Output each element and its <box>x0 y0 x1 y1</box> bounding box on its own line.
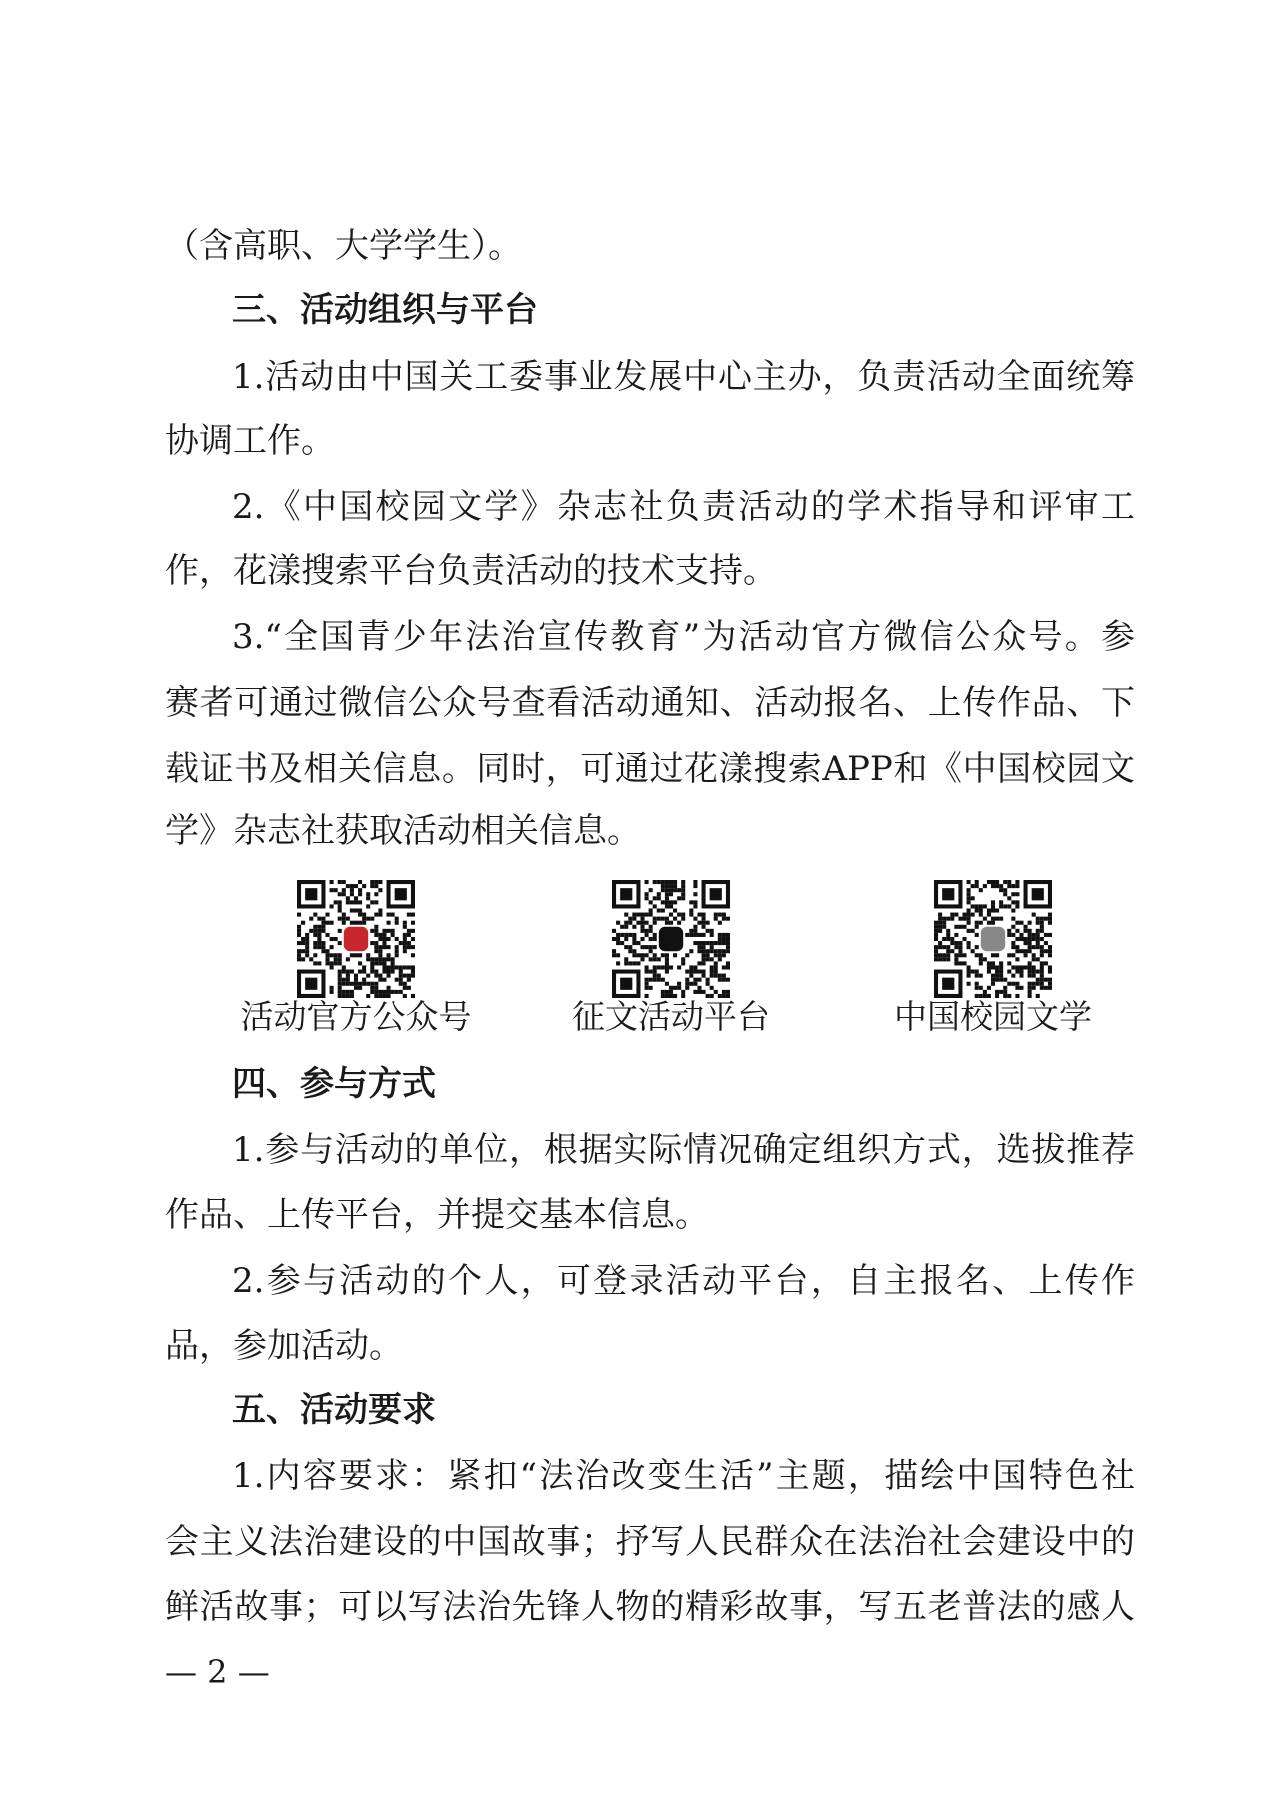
paragraph-line: 鲜活故事；可以写法治先锋人物的精彩故事，写五老普法的感人 <box>165 1587 1135 1627</box>
paragraph-line: 作品、上传平台，并提交基本信息。 <box>165 1195 709 1235</box>
section-heading: 三、活动组织与平台 <box>232 290 538 330</box>
paragraph-line: 2.《中国校园文学》杂志社负责活动的学术指导和评审工 <box>232 487 1135 527</box>
paragraph-line: 1.内容要求：紧扣“法治改变生活”主题，描绘中国特色社 <box>232 1456 1135 1496</box>
section-heading: 四、参与方式 <box>232 1064 436 1104</box>
paragraph-line: 载证书及相关信息。同时，可通过花漾搜索APP和《中国校园文 <box>165 749 1135 789</box>
qr-code-icon[interactable] <box>612 880 730 998</box>
qr-code-icon[interactable] <box>297 880 415 998</box>
paragraph-line: 2.参与活动的个人，可登录活动平台，自主报名、上传作 <box>232 1261 1135 1301</box>
qr-code-icon[interactable] <box>934 880 1052 998</box>
paragraph-line: 协调工作。 <box>165 421 335 461</box>
paragraph-line: 1.活动由中国关工委事业发展中心主办，负责活动全面统筹 <box>232 357 1135 397</box>
paragraph-line: 1.参与活动的单位，根据实际情况确定组织方式，选拔推荐 <box>232 1130 1135 1170</box>
qr-label: 活动官方公众号 <box>240 997 472 1036</box>
paragraph-line: 赛者可通过微信公众号查看活动通知、活动报名、上传作品、下 <box>165 683 1135 723</box>
paragraph-line: （含高职、大学学生）。 <box>165 226 522 266</box>
qr-label: 中国校园文学 <box>894 997 1092 1036</box>
paragraph-line: 学》杂志社获取活动相关信息。 <box>165 811 641 851</box>
paragraph-line: 品，参加活动。 <box>165 1326 403 1366</box>
paragraph-line: 3.“全国青少年法治宣传教育”为活动官方微信公众号。参 <box>232 617 1135 657</box>
page-number: — 2 — <box>165 1653 270 1691</box>
qr-label: 征文活动平台 <box>572 997 770 1036</box>
paragraph-line: 作，花漾搜索平台负责活动的技术支持。 <box>165 551 777 591</box>
section-heading: 五、活动要求 <box>232 1390 436 1430</box>
paragraph-line: 会主义法治建设的中国故事；抒写人民群众在法治社会建设中的 <box>165 1522 1135 1562</box>
